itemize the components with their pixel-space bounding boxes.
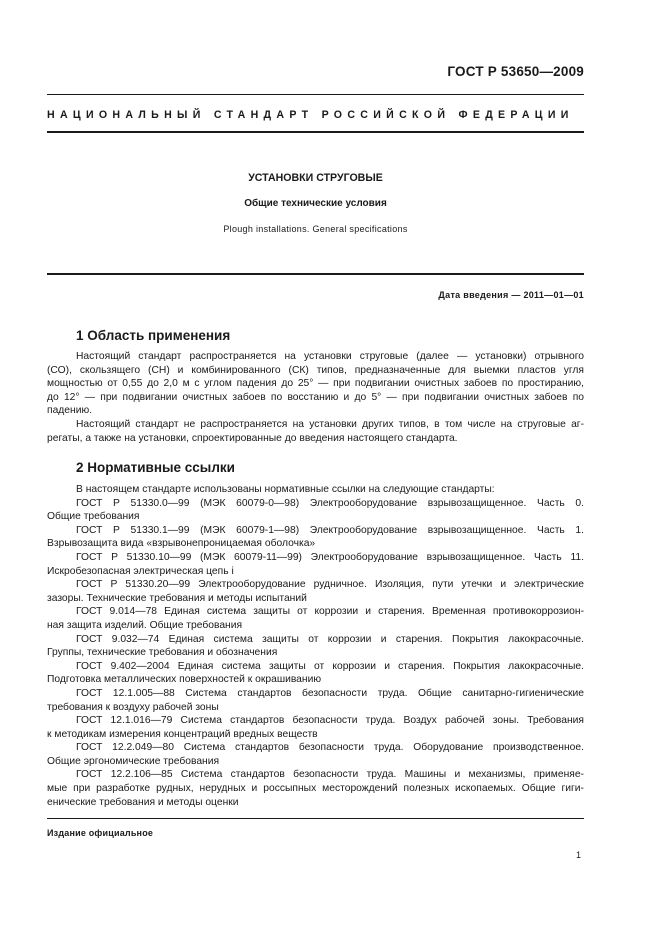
- text-line: мощностью от 0,55 до 2,0 м с углом падения до 25° — при подвигании очистных забоев по простиранию,: [47, 378, 584, 390]
- footer-divider: [47, 818, 584, 819]
- reference-line: ГОСТ 12.1.016—79 Система стандартов безопасности труда. Воздух рабочей зоны. Требования: [76, 715, 584, 727]
- reference-line: Общие эргономические требования: [47, 755, 220, 767]
- reference-line: ная защита изделий. Общие требования: [47, 619, 243, 631]
- section-1-heading: 1 Область применения: [76, 328, 231, 343]
- reference-line: зазоры. Технические требования и методы испытаний: [47, 592, 307, 604]
- document-subtitle: Общие технические условия: [244, 198, 387, 209]
- edition-note: Издание официальное: [47, 828, 154, 838]
- reference-line: ГОСТ Р 51330.20—99 Электрооборудование рудничное. Изоляция, пути утечки и электрические: [76, 579, 584, 591]
- reference-line: к методикам измерения концентраций вредных веществ: [47, 728, 318, 740]
- section-2-heading: 2 Нормативные ссылки: [76, 460, 235, 475]
- english-title: Plough installations. General specifications: [223, 224, 408, 234]
- reference-line: Группы, технические требования и обозначения: [47, 647, 278, 659]
- document-title: УСТАНОВКИ СТРУГОВЫЕ: [248, 172, 383, 184]
- text-line: Настоящий стандарт распространяется на установки струговые (далее — установки) отрывного: [76, 351, 584, 362]
- text-line: регаты, а также на установки, спроектированные до введения настоящего стандарта.: [47, 432, 458, 444]
- reference-line: ГОСТ 12.2.049—80 Система стандартов безопасности труда. Оборудование производственное.: [76, 742, 584, 754]
- reference-line: ГОСТ 9.014—78 Единая система защиты от коррозии и старения. Временная противокоррозион-: [76, 606, 584, 618]
- national-standard-heading: НАЦИОНАЛЬНЫЙ СТАНДАРТ РОССИЙСКОЙ ФЕДЕРАЦИИ: [47, 109, 574, 121]
- text-line: (СО), скользящего (СН) и комбинированного (СК) типов, предназначенные для выемки пластов угля: [47, 364, 584, 376]
- reference-line: енические требования и методы оценки: [47, 796, 239, 808]
- section-2-body: [47, 483, 584, 809]
- section-1-body: [47, 350, 584, 445]
- reference-line: ГОСТ Р 51330.1—99 (МЭК 60079-1—98) Электрооборудование взрывозащищенное. Часть 1.: [76, 524, 584, 536]
- reference-line: ГОСТ Р 51330.10—99 (МЭК 60079-11—99) Электрооборудование взрывозащищенное. Часть 11.: [76, 551, 584, 563]
- reference-line: Взрывозащита вида «взрывонепроницаемая оболочка»: [47, 538, 316, 550]
- reference-line: требования к воздуху рабочей зоны: [47, 701, 219, 713]
- reference-line: ГОСТ Р 51330.0—99 (МЭК 60079-0—98) Электрооборудование взрывозащищенное. Часть 0.: [76, 497, 584, 509]
- reference-line: Общие требования: [47, 511, 140, 523]
- reference-line: Искробезопасная электрическая цепь i: [47, 565, 234, 577]
- reference-line: ГОСТ 12.2.106—85 Система стандартов безопасности труда. Машины и механизмы, применяе-: [76, 769, 584, 781]
- reference-line: ГОСТ 9.032—74 Единая система защиты от коррозии и старения. Покрытия лакокрасочные.: [76, 633, 584, 645]
- page-number: 1: [575, 850, 581, 860]
- reference-line: ГОСТ 9.402—2004 Единая система защиты от коррозии и старения. Покрытия лакокрасочные.: [76, 660, 584, 672]
- reference-line: ГОСТ 12.1.005—88 Система стандартов безопасности труда. Общие санитарно-гигиенические: [76, 687, 584, 699]
- gost-number: ГОСТ Р 53650—2009: [447, 64, 584, 79]
- text-line: Настоящий стандарт не распространяется на установки других типов, в том числе на струговые аг-: [76, 418, 584, 430]
- reference-line: Подготовка металлических поверхностей к окрашиванию: [47, 674, 322, 686]
- text-line: В настоящем стандарте использованы нормативные ссылки на следующие стандарты:: [76, 484, 495, 495]
- national-divider: [47, 131, 584, 133]
- reference-line: мые при разработке рудных, нерудных и россыпных месторождений полезных ископаемых. Общие гиги-: [47, 783, 584, 795]
- text-line: падению.: [47, 405, 93, 417]
- text-line: до 12° — при подвигании очистных забоев по восстанию и до 5° — при подвигании очистных забоев по: [47, 391, 584, 403]
- top-divider: [47, 94, 584, 95]
- title-divider: [47, 273, 584, 275]
- effective-date: Дата введения — 2011—01—01: [438, 290, 584, 300]
